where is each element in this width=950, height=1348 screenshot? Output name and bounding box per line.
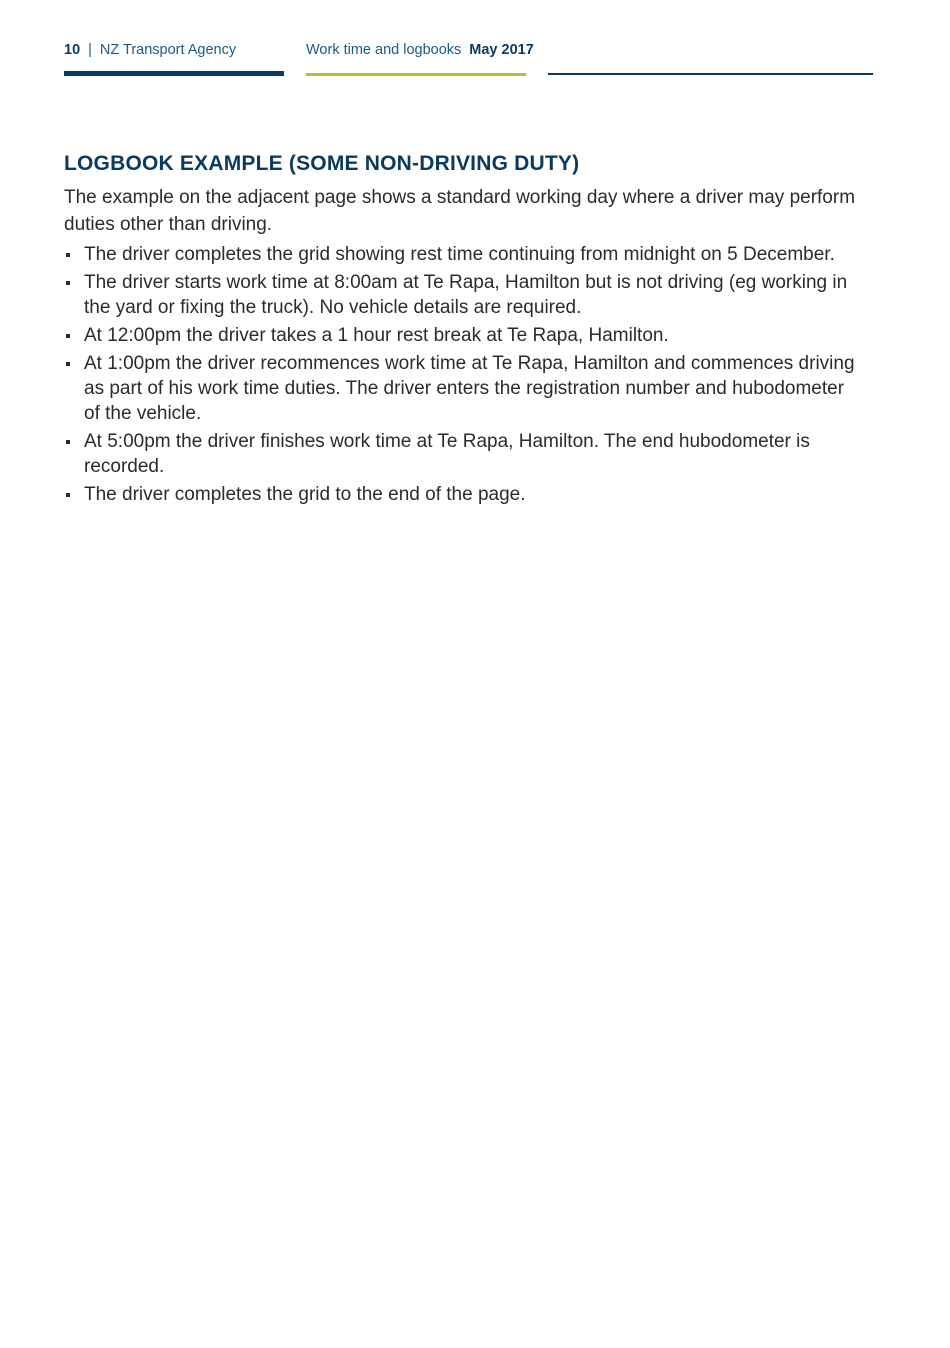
intro-paragraph: The example on the adjacent page shows a standard working day where a driver may perform duties other than driving.	[64, 187, 856, 235]
bullet-item: At 5:00pm the driver finishes work time at Te Rapa, Hamilton. The end hubodometer is recorded.	[64, 429, 864, 479]
page-header	[0, 0, 950, 80]
bullet-item: The driver starts work time at 8:00am at Te Rapa, Hamilton but is not driving (eg working in the yard or fixing the truck). No vehicle details are required.	[64, 270, 864, 320]
bullet-item: The driver completes the grid to the end of the page.	[64, 482, 864, 507]
header-rule-navy	[64, 71, 284, 76]
bullet-item: The driver completes the grid showing rest time continuing from midnight on 5 December.	[64, 242, 864, 267]
page-content	[64, 150, 864, 510]
page-number: 10	[64, 42, 81, 58]
bullet-item: At 12:00pm the driver takes a 1 hour rest break at Te Rapa, Hamilton.	[64, 323, 864, 348]
document-date: May 2017	[469, 42, 534, 58]
document-title: Work time and logbooks	[306, 42, 462, 58]
bullet-item: At 1:00pm the driver recommences work time at Te Rapa, Hamilton and commences driving as part of his work time duties. The driver enters the registration number and hubodometer of the vehicle.	[64, 351, 864, 426]
header-rule-thin	[548, 73, 873, 75]
header-left	[64, 40, 236, 60]
header-rule-green	[306, 73, 526, 76]
section-title: LOGBOOK EXAMPLE (SOME NON-DRIVING DUTY)	[64, 152, 580, 175]
header-middle	[306, 40, 534, 60]
header-separator: |	[88, 42, 92, 58]
bullet-list	[64, 242, 864, 507]
agency-name: NZ Transport Agency	[99, 42, 237, 58]
